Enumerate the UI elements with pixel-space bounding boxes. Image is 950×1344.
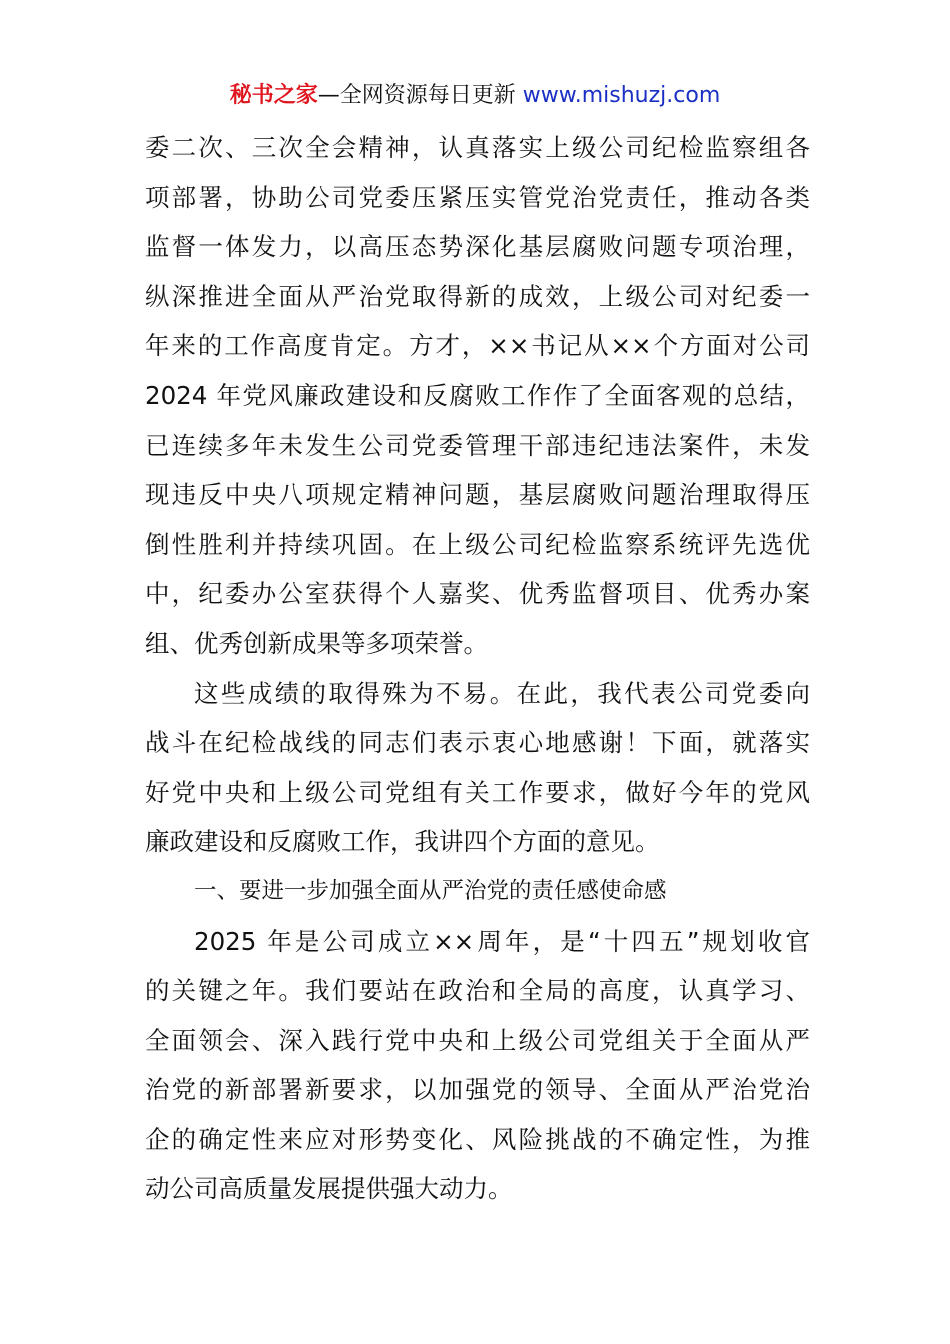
text-line: 项部署，协助公司党委压紧压实管党治党责任，推动各类 bbox=[145, 182, 810, 212]
header-brand: 秘书之家 bbox=[229, 83, 318, 108]
text-line: 监督一体发力，以高压态势深化基层腐败问题专项治理， bbox=[145, 232, 810, 262]
text-line: 廉政建设和反腐败工作，我讲四个方面的意见。 bbox=[145, 827, 660, 857]
section-heading: 一、要进一步加强全面从严治党的责任感使命感 bbox=[194, 877, 667, 904]
document-body bbox=[145, 123, 810, 1214]
text-line: 已连续多年未发生公司党委管理干部违纪违法案件，未发 bbox=[145, 430, 810, 460]
text-line: 委二次、三次全会精神，认真落实上级公司纪检监察组各 bbox=[145, 133, 810, 162]
text-line: 好党中央和上级公司党组有关工作要求，做好今年的党风 bbox=[145, 777, 810, 807]
text-line: 动公司高质量发展提供强大动力。 bbox=[145, 1174, 513, 1204]
text-line: 中，纪委办公室获得个人嘉奖、优秀监督项目、优秀办案 bbox=[145, 579, 810, 609]
paragraph-first-line: 2025 年是公司成立××周年，是“十四五”规划收官 bbox=[194, 926, 810, 956]
text-line: 现违反中央八项规定精神问题，基层腐败问题治理取得压 bbox=[145, 480, 810, 510]
text-line: 年来的工作高度肯定。方才，××书记从××个方面对公司 bbox=[145, 331, 810, 361]
text-line: 倒性胜利并持续巩固。在上级公司纪检监察系统评先选优 bbox=[145, 529, 810, 559]
text-line: 的关键之年。我们要站在政治和全局的高度，认真学习、 bbox=[145, 976, 810, 1006]
text-line: 企的确定性来应对形势变化、风险挑战的不确定性，为推 bbox=[145, 1124, 810, 1154]
text-line: 2024 年党风廉政建设和反腐败工作作了全面客观的总结， bbox=[145, 380, 810, 410]
paragraph-first-line: 这些成绩的取得殊为不易。在此，我代表公司党委向 bbox=[194, 678, 810, 708]
text-line: 纵深推进全面从严治党取得新的成效，上级公司对纪委一 bbox=[145, 281, 810, 311]
text-line: 战斗在纪检战线的同志们表示衷心地感谢！下面，就落实 bbox=[145, 728, 810, 758]
text-line: 全面领会、深入践行党中央和上级公司党组关于全面从严 bbox=[145, 1025, 810, 1055]
page-header bbox=[0, 80, 950, 112]
text-line: 治党的新部署新要求，以加强党的领导、全面从严治党治 bbox=[145, 1075, 810, 1105]
text-line: 组、优秀创新成果等多项荣誉。 bbox=[145, 628, 488, 658]
header-site-url[interactable]: www.mishuzj.com bbox=[522, 83, 721, 108]
header-tagline: —全网资源每日更新 bbox=[317, 83, 523, 108]
